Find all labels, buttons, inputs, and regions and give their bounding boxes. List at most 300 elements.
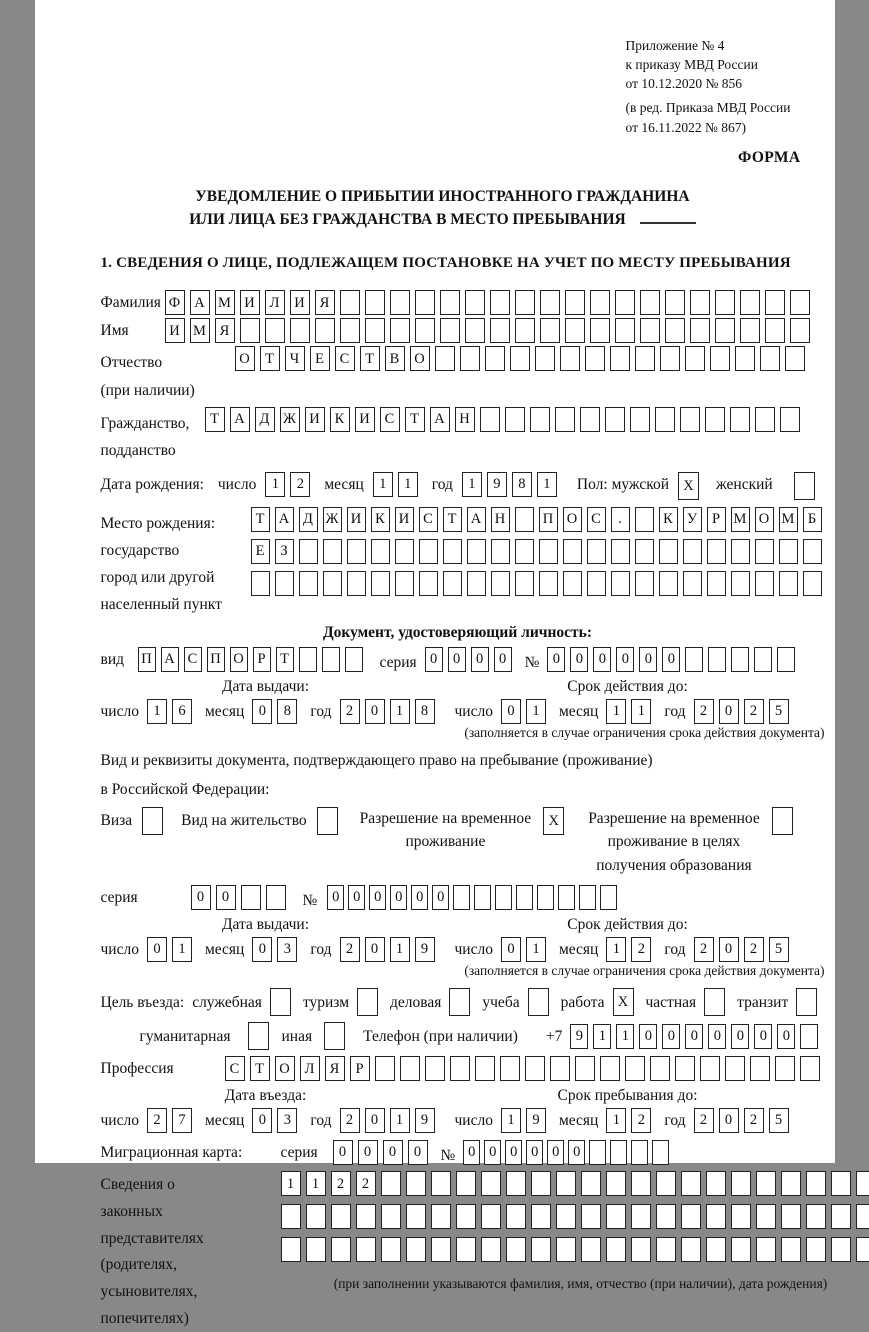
char-cell[interactable] xyxy=(631,1140,648,1165)
char-cell[interactable] xyxy=(322,647,340,672)
char-cell[interactable]: 0 xyxy=(685,1024,703,1049)
char-cell[interactable]: 2 xyxy=(694,699,714,724)
char-cell[interactable] xyxy=(731,1237,751,1262)
char-cell[interactable] xyxy=(710,346,730,371)
char-cell[interactable]: 5 xyxy=(769,699,789,724)
char-cell[interactable] xyxy=(515,539,534,564)
char-cell[interactable] xyxy=(540,318,560,343)
char-cell[interactable] xyxy=(240,318,260,343)
char-cell[interactable] xyxy=(681,1237,701,1262)
char-cell[interactable]: М xyxy=(215,290,235,315)
char-cell[interactable]: 0 xyxy=(365,1108,385,1133)
char-cell[interactable]: М xyxy=(190,318,210,343)
char-cell[interactable]: У xyxy=(683,507,702,532)
char-cell[interactable]: 0 xyxy=(754,1024,772,1049)
checkbox-cell[interactable] xyxy=(317,807,338,835)
char-cell[interactable]: Т xyxy=(443,507,462,532)
char-cell[interactable]: 2 xyxy=(694,1108,714,1133)
char-cell[interactable] xyxy=(630,407,650,432)
char-cell[interactable] xyxy=(506,1171,526,1196)
char-cell[interactable] xyxy=(760,346,780,371)
char-cell[interactable] xyxy=(306,1237,326,1262)
char-cell[interactable] xyxy=(495,885,512,910)
char-cell[interactable] xyxy=(406,1237,426,1262)
char-cell[interactable] xyxy=(683,539,702,564)
char-cell[interactable] xyxy=(299,571,318,596)
char-cell[interactable] xyxy=(345,647,363,672)
char-cell[interactable] xyxy=(395,571,414,596)
char-cell[interactable] xyxy=(681,1171,701,1196)
char-cell[interactable]: . xyxy=(611,507,630,532)
char-cell[interactable] xyxy=(515,507,534,532)
char-cell[interactable]: Ж xyxy=(323,507,342,532)
char-cell[interactable] xyxy=(660,346,680,371)
char-cell[interactable]: 1 xyxy=(537,472,557,497)
char-cell[interactable]: 0 xyxy=(252,699,272,724)
checkbox-cell[interactable] xyxy=(794,472,815,500)
char-cell[interactable] xyxy=(790,290,810,315)
char-cell[interactable]: А xyxy=(275,507,294,532)
char-cell[interactable]: 2 xyxy=(631,1108,651,1133)
char-cell[interactable] xyxy=(365,318,385,343)
char-cell[interactable]: А xyxy=(190,290,210,315)
char-cell[interactable] xyxy=(510,346,530,371)
char-cell[interactable] xyxy=(563,571,582,596)
char-cell[interactable] xyxy=(406,1171,426,1196)
char-cell[interactable]: К xyxy=(659,507,678,532)
char-cell[interactable]: П xyxy=(207,647,225,672)
char-cell[interactable] xyxy=(456,1171,476,1196)
char-cell[interactable] xyxy=(563,539,582,564)
char-cell[interactable] xyxy=(456,1237,476,1262)
char-cell[interactable] xyxy=(740,290,760,315)
char-cell[interactable] xyxy=(460,346,480,371)
char-cell[interactable]: Т xyxy=(260,346,280,371)
checkbox-cell[interactable] xyxy=(142,807,163,835)
char-cell[interactable]: С xyxy=(335,346,355,371)
char-cell[interactable]: Р xyxy=(253,647,271,672)
char-cell[interactable]: И xyxy=(305,407,325,432)
char-cell[interactable] xyxy=(575,1056,595,1081)
char-cell[interactable] xyxy=(431,1171,451,1196)
char-cell[interactable] xyxy=(708,647,726,672)
char-cell[interactable] xyxy=(755,571,774,596)
char-cell[interactable]: Р xyxy=(707,507,726,532)
char-cell[interactable]: О xyxy=(235,346,255,371)
char-cell[interactable] xyxy=(690,290,710,315)
char-cell[interactable]: 0 xyxy=(547,647,565,672)
char-cell[interactable] xyxy=(419,571,438,596)
char-cell[interactable]: 0 xyxy=(505,1140,522,1165)
char-cell[interactable]: 0 xyxy=(484,1140,501,1165)
char-cell[interactable]: И xyxy=(290,290,310,315)
char-cell[interactable] xyxy=(635,507,654,532)
char-cell[interactable] xyxy=(730,407,750,432)
char-cell[interactable]: П xyxy=(539,507,558,532)
char-cell[interactable] xyxy=(490,318,510,343)
char-cell[interactable]: 0 xyxy=(432,885,449,910)
char-cell[interactable] xyxy=(491,539,510,564)
char-cell[interactable] xyxy=(856,1204,869,1229)
char-cell[interactable]: Е xyxy=(310,346,330,371)
char-cell[interactable]: 0 xyxy=(731,1024,749,1049)
char-cell[interactable] xyxy=(655,407,675,432)
char-cell[interactable] xyxy=(683,571,702,596)
char-cell[interactable]: 1 xyxy=(172,937,192,962)
char-cell[interactable] xyxy=(706,1204,726,1229)
char-cell[interactable] xyxy=(650,1056,670,1081)
char-cell[interactable] xyxy=(731,1171,751,1196)
char-cell[interactable] xyxy=(400,1056,420,1081)
char-cell[interactable] xyxy=(610,346,630,371)
char-cell[interactable]: 9 xyxy=(415,937,435,962)
char-cell[interactable]: 1 xyxy=(390,1108,410,1133)
char-cell[interactable] xyxy=(765,318,785,343)
char-cell[interactable] xyxy=(347,539,366,564)
char-cell[interactable] xyxy=(610,1140,627,1165)
char-cell[interactable] xyxy=(431,1237,451,1262)
char-cell[interactable] xyxy=(453,885,470,910)
char-cell[interactable]: О xyxy=(275,1056,295,1081)
char-cell[interactable] xyxy=(390,318,410,343)
char-cell[interactable] xyxy=(652,1140,669,1165)
char-cell[interactable]: 0 xyxy=(593,647,611,672)
char-cell[interactable] xyxy=(706,1237,726,1262)
char-cell[interactable]: 0 xyxy=(191,885,211,910)
char-cell[interactable] xyxy=(490,290,510,315)
char-cell[interactable]: 0 xyxy=(365,699,385,724)
char-cell[interactable] xyxy=(440,318,460,343)
char-cell[interactable] xyxy=(556,1171,576,1196)
checkbox-cell[interactable] xyxy=(528,988,549,1016)
char-cell[interactable] xyxy=(656,1171,676,1196)
char-cell[interactable] xyxy=(685,647,703,672)
char-cell[interactable]: 0 xyxy=(333,1140,353,1165)
char-cell[interactable] xyxy=(465,290,485,315)
char-cell[interactable] xyxy=(581,1237,601,1262)
char-cell[interactable] xyxy=(560,346,580,371)
char-cell[interactable]: Р xyxy=(350,1056,370,1081)
char-cell[interactable] xyxy=(611,539,630,564)
char-cell[interactable] xyxy=(299,647,317,672)
char-cell[interactable] xyxy=(615,318,635,343)
char-cell[interactable] xyxy=(806,1237,826,1262)
char-cell[interactable]: 0 xyxy=(390,885,407,910)
char-cell[interactable] xyxy=(707,539,726,564)
char-cell[interactable] xyxy=(331,1204,351,1229)
char-cell[interactable] xyxy=(565,290,585,315)
char-cell[interactable] xyxy=(579,885,596,910)
char-cell[interactable]: 2 xyxy=(356,1171,376,1196)
char-cell[interactable]: 1 xyxy=(390,699,410,724)
char-cell[interactable]: 3 xyxy=(277,937,297,962)
char-cell[interactable] xyxy=(530,407,550,432)
char-cell[interactable]: Т xyxy=(205,407,225,432)
char-cell[interactable] xyxy=(585,346,605,371)
char-cell[interactable] xyxy=(706,1171,726,1196)
char-cell[interactable]: 2 xyxy=(694,937,714,962)
char-cell[interactable] xyxy=(556,1204,576,1229)
char-cell[interactable]: 0 xyxy=(348,885,365,910)
checkbox-cell[interactable] xyxy=(248,1022,269,1050)
char-cell[interactable] xyxy=(779,539,798,564)
char-cell[interactable] xyxy=(467,571,486,596)
char-cell[interactable] xyxy=(656,1237,676,1262)
char-cell[interactable]: 1 xyxy=(606,937,626,962)
char-cell[interactable]: 1 xyxy=(593,1024,611,1049)
char-cell[interactable] xyxy=(537,885,554,910)
char-cell[interactable]: Я xyxy=(215,318,235,343)
char-cell[interactable]: 0 xyxy=(616,647,634,672)
char-cell[interactable]: 0 xyxy=(252,937,272,962)
char-cell[interactable]: 3 xyxy=(277,1108,297,1133)
char-cell[interactable]: 2 xyxy=(340,1108,360,1133)
char-cell[interactable]: 2 xyxy=(147,1108,167,1133)
char-cell[interactable]: Т xyxy=(405,407,425,432)
checkbox-cell[interactable] xyxy=(796,988,817,1016)
char-cell[interactable]: А xyxy=(430,407,450,432)
char-cell[interactable] xyxy=(656,1204,676,1229)
checkbox-cell[interactable] xyxy=(324,1022,345,1050)
char-cell[interactable] xyxy=(777,647,795,672)
char-cell[interactable] xyxy=(587,539,606,564)
checkbox-cell[interactable]: X xyxy=(543,807,564,835)
char-cell[interactable] xyxy=(803,539,822,564)
char-cell[interactable] xyxy=(756,1171,776,1196)
char-cell[interactable] xyxy=(659,539,678,564)
char-cell[interactable]: 0 xyxy=(463,1140,480,1165)
char-cell[interactable] xyxy=(450,1056,470,1081)
char-cell[interactable] xyxy=(290,318,310,343)
char-cell[interactable] xyxy=(356,1204,376,1229)
char-cell[interactable] xyxy=(443,571,462,596)
char-cell[interactable]: О xyxy=(410,346,430,371)
char-cell[interactable] xyxy=(779,571,798,596)
char-cell[interactable] xyxy=(675,1056,695,1081)
char-cell[interactable] xyxy=(731,1204,751,1229)
char-cell[interactable] xyxy=(381,1171,401,1196)
char-cell[interactable] xyxy=(605,407,625,432)
char-cell[interactable] xyxy=(375,1056,395,1081)
char-cell[interactable] xyxy=(365,290,385,315)
char-cell[interactable] xyxy=(856,1237,869,1262)
char-cell[interactable]: Т xyxy=(276,647,294,672)
char-cell[interactable]: 9 xyxy=(526,1108,546,1133)
char-cell[interactable]: 2 xyxy=(331,1171,351,1196)
char-cell[interactable] xyxy=(659,571,678,596)
char-cell[interactable]: 0 xyxy=(408,1140,428,1165)
char-cell[interactable] xyxy=(781,1171,801,1196)
checkbox-cell[interactable] xyxy=(449,988,470,1016)
char-cell[interactable] xyxy=(323,539,342,564)
char-cell[interactable] xyxy=(481,1171,501,1196)
char-cell[interactable]: Я xyxy=(325,1056,345,1081)
char-cell[interactable] xyxy=(306,1204,326,1229)
char-cell[interactable] xyxy=(535,346,555,371)
char-cell[interactable] xyxy=(515,571,534,596)
char-cell[interactable] xyxy=(480,407,500,432)
char-cell[interactable] xyxy=(731,571,750,596)
char-cell[interactable]: 0 xyxy=(327,885,344,910)
char-cell[interactable]: 1 xyxy=(281,1171,301,1196)
char-cell[interactable]: 2 xyxy=(290,472,310,497)
char-cell[interactable]: 0 xyxy=(448,647,466,672)
char-cell[interactable]: 0 xyxy=(501,937,521,962)
char-cell[interactable] xyxy=(506,1237,526,1262)
char-cell[interactable] xyxy=(600,885,617,910)
char-cell[interactable]: 0 xyxy=(411,885,428,910)
char-cell[interactable] xyxy=(590,318,610,343)
char-cell[interactable]: 6 xyxy=(172,699,192,724)
char-cell[interactable]: Ж xyxy=(280,407,300,432)
char-cell[interactable] xyxy=(340,290,360,315)
char-cell[interactable] xyxy=(531,1237,551,1262)
char-cell[interactable]: С xyxy=(225,1056,245,1081)
checkbox-cell[interactable]: X xyxy=(613,988,634,1016)
char-cell[interactable] xyxy=(525,1056,545,1081)
char-cell[interactable] xyxy=(315,318,335,343)
char-cell[interactable]: 0 xyxy=(216,885,236,910)
char-cell[interactable]: 0 xyxy=(639,647,657,672)
char-cell[interactable]: Н xyxy=(455,407,475,432)
char-cell[interactable]: 9 xyxy=(415,1108,435,1133)
char-cell[interactable] xyxy=(800,1024,818,1049)
char-cell[interactable]: А xyxy=(230,407,250,432)
char-cell[interactable]: 0 xyxy=(252,1108,272,1133)
char-cell[interactable] xyxy=(756,1237,776,1262)
char-cell[interactable]: 1 xyxy=(606,1108,626,1133)
char-cell[interactable] xyxy=(740,318,760,343)
char-cell[interactable] xyxy=(665,318,685,343)
char-cell[interactable]: 7 xyxy=(172,1108,192,1133)
char-cell[interactable]: 8 xyxy=(512,472,532,497)
char-cell[interactable] xyxy=(631,1237,651,1262)
char-cell[interactable]: 0 xyxy=(662,647,680,672)
char-cell[interactable]: 2 xyxy=(340,937,360,962)
checkbox-cell[interactable] xyxy=(270,988,291,1016)
char-cell[interactable]: Д xyxy=(255,407,275,432)
char-cell[interactable]: Н xyxy=(491,507,510,532)
char-cell[interactable] xyxy=(251,571,270,596)
char-cell[interactable] xyxy=(715,318,735,343)
char-cell[interactable]: 0 xyxy=(526,1140,543,1165)
char-cell[interactable]: 0 xyxy=(708,1024,726,1049)
char-cell[interactable]: С xyxy=(587,507,606,532)
char-cell[interactable]: 1 xyxy=(616,1024,634,1049)
char-cell[interactable] xyxy=(785,346,805,371)
char-cell[interactable] xyxy=(565,318,585,343)
char-cell[interactable]: 0 xyxy=(425,647,443,672)
char-cell[interactable] xyxy=(474,885,491,910)
char-cell[interactable]: С xyxy=(380,407,400,432)
char-cell[interactable] xyxy=(635,539,654,564)
char-cell[interactable] xyxy=(635,346,655,371)
char-cell[interactable] xyxy=(415,290,435,315)
char-cell[interactable] xyxy=(265,318,285,343)
char-cell[interactable] xyxy=(556,1237,576,1262)
char-cell[interactable]: А xyxy=(161,647,179,672)
char-cell[interactable]: Б xyxy=(803,507,822,532)
char-cell[interactable] xyxy=(456,1204,476,1229)
char-cell[interactable] xyxy=(756,1204,776,1229)
char-cell[interactable] xyxy=(431,1204,451,1229)
char-cell[interactable]: К xyxy=(330,407,350,432)
char-cell[interactable] xyxy=(580,407,600,432)
char-cell[interactable] xyxy=(531,1204,551,1229)
char-cell[interactable]: И xyxy=(395,507,414,532)
char-cell[interactable]: 0 xyxy=(639,1024,657,1049)
char-cell[interactable]: 1 xyxy=(373,472,393,497)
char-cell[interactable]: 2 xyxy=(340,699,360,724)
char-cell[interactable] xyxy=(640,318,660,343)
char-cell[interactable]: 1 xyxy=(462,472,482,497)
char-cell[interactable]: 1 xyxy=(606,699,626,724)
char-cell[interactable]: 0 xyxy=(365,937,385,962)
char-cell[interactable] xyxy=(731,539,750,564)
char-cell[interactable] xyxy=(765,290,785,315)
char-cell[interactable]: 2 xyxy=(744,937,764,962)
char-cell[interactable] xyxy=(611,571,630,596)
char-cell[interactable] xyxy=(735,346,755,371)
char-cell[interactable] xyxy=(790,318,810,343)
char-cell[interactable] xyxy=(681,1204,701,1229)
char-cell[interactable]: 1 xyxy=(147,699,167,724)
char-cell[interactable] xyxy=(515,318,535,343)
char-cell[interactable] xyxy=(515,290,535,315)
char-cell[interactable] xyxy=(831,1237,851,1262)
char-cell[interactable] xyxy=(381,1204,401,1229)
char-cell[interactable] xyxy=(806,1204,826,1229)
char-cell[interactable]: 8 xyxy=(415,699,435,724)
char-cell[interactable]: 5 xyxy=(769,1108,789,1133)
char-cell[interactable]: 9 xyxy=(570,1024,588,1049)
char-cell[interactable] xyxy=(780,407,800,432)
char-cell[interactable]: Т xyxy=(250,1056,270,1081)
char-cell[interactable] xyxy=(590,290,610,315)
char-cell[interactable] xyxy=(425,1056,445,1081)
char-cell[interactable] xyxy=(631,1171,651,1196)
char-cell[interactable]: 0 xyxy=(358,1140,378,1165)
char-cell[interactable] xyxy=(700,1056,720,1081)
char-cell[interactable] xyxy=(539,539,558,564)
char-cell[interactable]: О xyxy=(563,507,582,532)
char-cell[interactable] xyxy=(606,1204,626,1229)
char-cell[interactable] xyxy=(390,290,410,315)
char-cell[interactable] xyxy=(600,1056,620,1081)
char-cell[interactable] xyxy=(690,318,710,343)
char-cell[interactable] xyxy=(754,647,772,672)
char-cell[interactable] xyxy=(555,407,575,432)
char-cell[interactable] xyxy=(467,539,486,564)
char-cell[interactable]: 0 xyxy=(369,885,386,910)
char-cell[interactable]: М xyxy=(731,507,750,532)
char-cell[interactable] xyxy=(856,1171,869,1196)
char-cell[interactable]: А xyxy=(467,507,486,532)
char-cell[interactable] xyxy=(443,539,462,564)
char-cell[interactable]: 0 xyxy=(570,647,588,672)
char-cell[interactable] xyxy=(831,1171,851,1196)
char-cell[interactable]: Л xyxy=(265,290,285,315)
char-cell[interactable] xyxy=(806,1171,826,1196)
char-cell[interactable]: Д xyxy=(299,507,318,532)
char-cell[interactable]: З xyxy=(275,539,294,564)
char-cell[interactable] xyxy=(705,407,725,432)
char-cell[interactable] xyxy=(406,1204,426,1229)
char-cell[interactable] xyxy=(589,1140,606,1165)
char-cell[interactable] xyxy=(581,1204,601,1229)
char-cell[interactable]: 0 xyxy=(777,1024,795,1049)
char-cell[interactable] xyxy=(475,1056,495,1081)
